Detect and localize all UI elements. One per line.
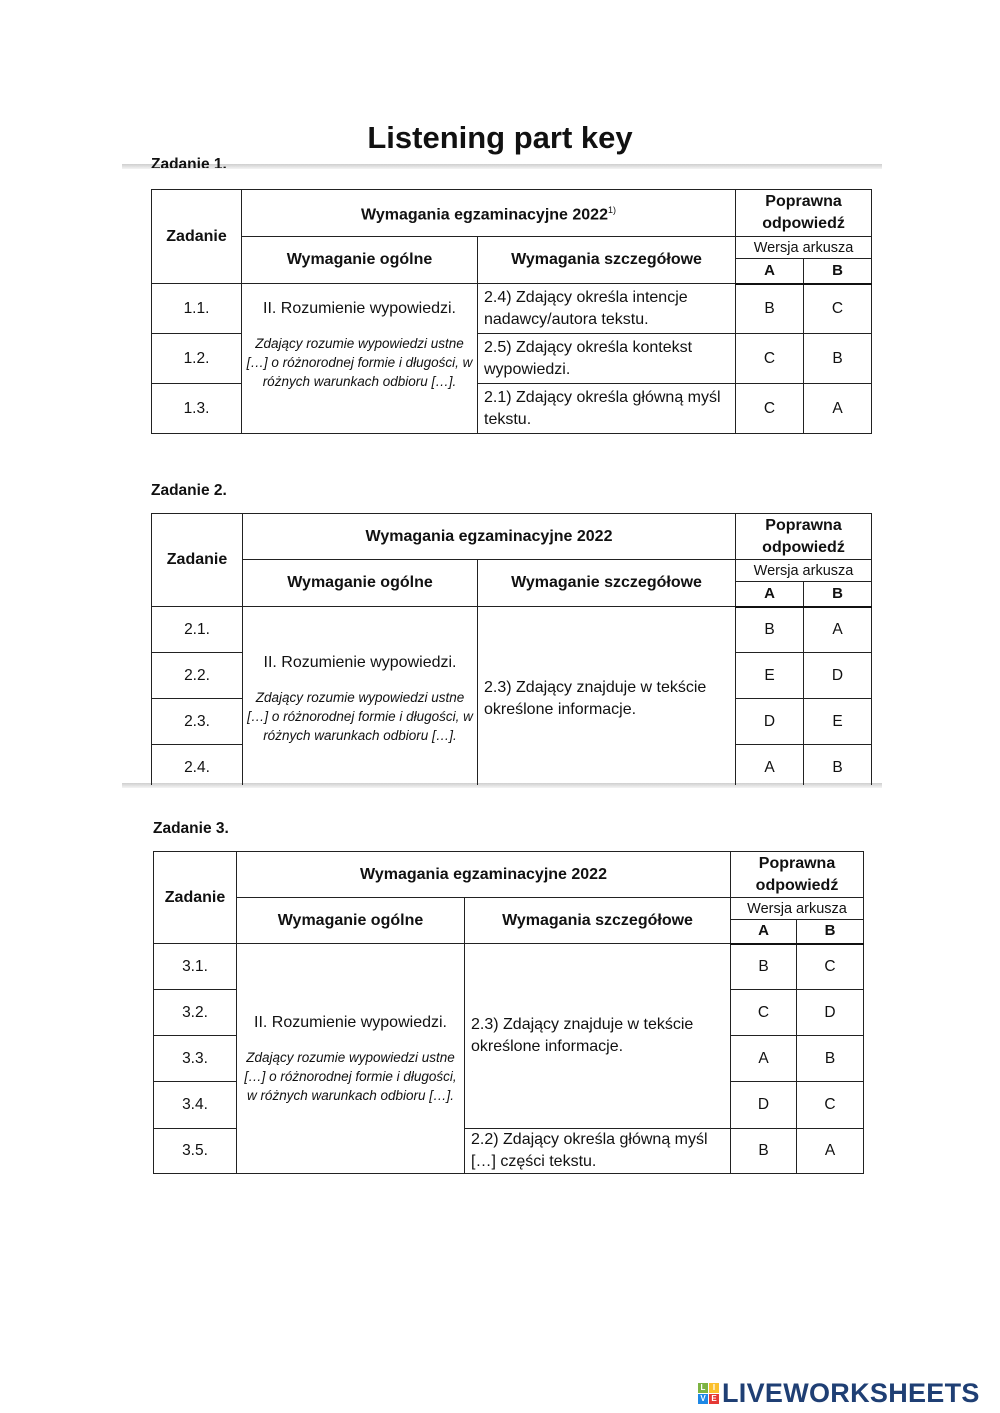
header-version-b: B [804, 582, 872, 607]
header-version-b: B [804, 259, 872, 284]
detailed-requirement: 2.5) Zdający określa kontekst wypowiedzi. [478, 334, 736, 384]
table-caption: Zadanie 1. [151, 156, 227, 168]
task-number: 3.2. [154, 990, 237, 1036]
detailed-requirement: 2.2) Zdający określa główną myśl […] części tekstu. [465, 1129, 731, 1174]
task-number: 2.4. [152, 745, 243, 786]
detailed-requirement: 2.4) Zdający określa intencje nadawcy/autora tekstu. [478, 284, 736, 334]
answer-version-a: A [731, 1036, 797, 1082]
header-version: Wersja arkusza [736, 237, 872, 259]
general-requirement [237, 944, 465, 1174]
general-requirement-description: Zdający rozumie wypowiedzi ustne […] o różnorodnej formie i długości, w różnych warunkach odbioru […]. [247, 690, 473, 743]
logo-mark-tile: E [709, 1394, 719, 1404]
table-row [152, 284, 872, 334]
page-separator [122, 164, 882, 169]
table-row [152, 607, 872, 653]
header-correct-answer: Poprawna odpowiedź [736, 514, 872, 560]
logo-mark-icon [698, 1383, 719, 1404]
logo-mark-tile: I [709, 1383, 719, 1393]
header-version-a: A [731, 920, 797, 944]
general-requirement-main: II. Rozumienie wypowiedzi. [263, 300, 456, 317]
task-number: 1.1. [152, 284, 242, 334]
general-requirement-description: Zdający rozumie wypowiedzi ustne […] o różnorodnej formie i długości, w różnych warunkach odbioru […]. [246, 336, 473, 389]
header-general: Wymaganie ogólne [243, 560, 478, 607]
header-task: Zadanie [154, 852, 237, 944]
answer-version-b: A [797, 1129, 864, 1174]
table-caption: Zadanie 2. [151, 482, 227, 499]
header-version-a: A [736, 582, 804, 607]
header-correct-answer: Poprawna odpowiedź [736, 190, 872, 237]
logo-text: LIVEWORKSHEETS [722, 1378, 980, 1408]
answer-version-b: D [797, 990, 864, 1036]
task-number: 1.3. [152, 384, 242, 434]
detailed-requirement: 2.3) Zdający znajduje w tekście określone informacje. [465, 944, 731, 1129]
general-requirement-description: Zdający rozumie wypowiedzi ustne […] o różnorodnej formie i długości, w różnych warunkach odbioru […]. [244, 1050, 457, 1103]
answer-version-a: C [736, 384, 804, 434]
header-task: Zadanie [152, 190, 242, 284]
answer-version-a: A [736, 745, 804, 786]
answer-version-b: B [804, 745, 872, 786]
header-version: Wersja arkusza [731, 898, 864, 920]
answer-version-b: C [797, 944, 864, 990]
answer-version-b: B [804, 334, 872, 384]
header-task: Zadanie [152, 514, 243, 607]
task-number: 3.1. [154, 944, 237, 990]
answer-version-a: B [731, 944, 797, 990]
header-requirements [237, 852, 731, 898]
header-requirements-label: Wymagania egzaminacyjne 2022 [360, 865, 607, 883]
general-requirement-main: II. Rozumienie wypowiedzi. [263, 654, 457, 671]
answer-version-b: B [797, 1036, 864, 1082]
header-version-b: B [797, 920, 864, 944]
task-number: 2.3. [152, 699, 243, 745]
page-title: Listening part key [367, 120, 633, 155]
answer-table-1 [151, 189, 872, 434]
header-detailed: Wymagania szczegółowe [478, 237, 736, 284]
table-caption: Zadanie 3. [153, 820, 229, 837]
header-general: Wymaganie ogólne [237, 898, 465, 944]
header-correct-answer: Poprawna odpowiedź [731, 852, 864, 898]
answer-table-2 [151, 513, 872, 785]
answer-version-a: B [736, 284, 804, 334]
answer-version-a: B [736, 607, 804, 653]
header-version-a: A [736, 259, 804, 284]
table-row [154, 944, 864, 990]
task-number: 3.4. [154, 1082, 237, 1129]
answer-version-b: D [804, 653, 872, 699]
answer-version-a: B [731, 1129, 797, 1174]
answer-table-3 [153, 851, 864, 1174]
logo-mark-tile: L [698, 1383, 708, 1393]
header-detailed: Wymagania szczegółowe [465, 898, 731, 944]
header-requirements [243, 514, 736, 560]
answer-version-a: C [731, 990, 797, 1036]
task-number: 1.2. [152, 334, 242, 384]
answer-version-b: C [804, 284, 872, 334]
task-number: 3.3. [154, 1036, 237, 1082]
task-number: 2.2. [152, 653, 243, 699]
task-number: 2.1. [152, 607, 243, 653]
task-number: 3.5. [154, 1129, 237, 1174]
answer-version-a: E [736, 653, 804, 699]
detailed-requirement: 2.1) Zdający określa główną myśl tekstu. [478, 384, 736, 434]
answer-version-b: A [804, 384, 872, 434]
footnote-mark: 1) [607, 205, 616, 216]
answer-version-a: C [736, 334, 804, 384]
header-requirements-label: Wymagania egzaminacyjne 2022 [361, 206, 608, 224]
answer-version-b: A [804, 607, 872, 653]
answer-version-b: C [797, 1082, 864, 1129]
general-requirement [243, 607, 478, 786]
answer-version-a: D [731, 1082, 797, 1129]
header-version: Wersja arkusza [736, 560, 872, 582]
liveworksheets-logo [698, 1378, 980, 1409]
answer-version-a: D [736, 699, 804, 745]
header-detailed: Wymaganie szczegółowe [478, 560, 736, 607]
answer-version-b: E [804, 699, 872, 745]
logo-mark-tile: V [698, 1394, 708, 1404]
general-requirement [242, 284, 478, 434]
header-requirements-label: Wymagania egzaminacyjne 2022 [365, 527, 613, 545]
detailed-requirement: 2.3) Zdający znajduje w tekście określone informacje. [478, 607, 736, 786]
header-general: Wymaganie ogólne [242, 237, 478, 284]
header-requirements [242, 190, 736, 237]
general-requirement-main: II. Rozumienie wypowiedzi. [254, 1014, 447, 1031]
